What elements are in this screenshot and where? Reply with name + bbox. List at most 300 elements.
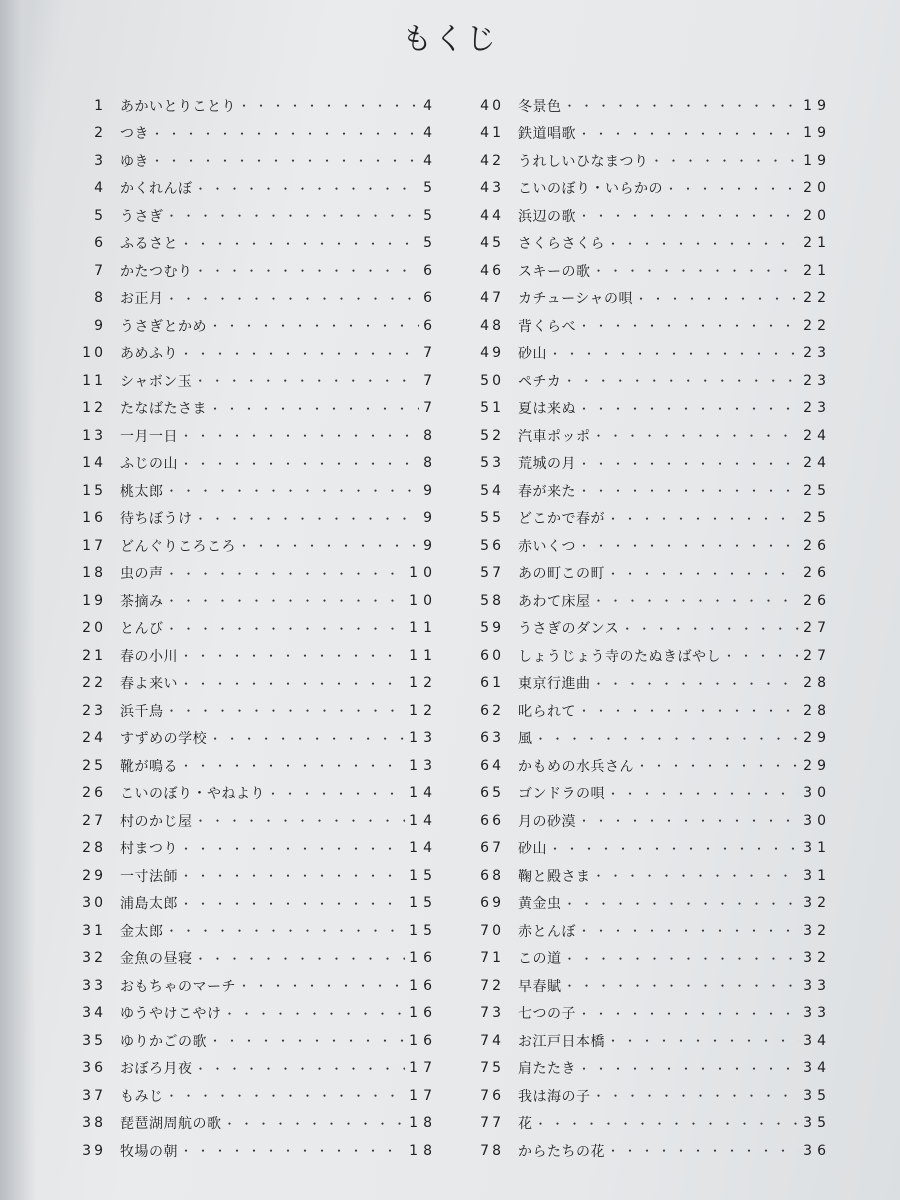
entry-number: 1	[94, 97, 106, 114]
dot-leader	[535, 1115, 800, 1132]
page-number: 30	[803, 812, 831, 829]
toc-entry	[72, 780, 437, 808]
song-title: 靴が鳴る	[120, 758, 178, 775]
entry-number: 27	[82, 812, 106, 829]
toc-entry	[72, 532, 437, 560]
dot-leader	[238, 977, 405, 994]
dot-leader	[166, 207, 420, 224]
song-title: 背くらべ	[518, 318, 576, 335]
toc-entry	[72, 642, 437, 670]
page-number: 34	[803, 1032, 831, 1049]
song-title: あの町この町	[518, 566, 605, 583]
page-number: 27	[803, 647, 831, 664]
dot-leader	[564, 895, 800, 912]
song-title: うさぎのダンス	[518, 621, 620, 638]
toc-entry	[470, 505, 831, 533]
toc-entry	[470, 1027, 831, 1055]
page-number: 33	[803, 977, 831, 994]
dot-leader	[166, 922, 406, 939]
page-number: 12	[409, 675, 437, 692]
toc-entry	[470, 670, 831, 698]
song-title: ふるさと	[120, 236, 178, 253]
dot-leader	[578, 317, 799, 334]
dot-leader	[578, 812, 799, 829]
toc-entry	[72, 587, 437, 615]
entry-number: 17	[82, 537, 106, 554]
song-title: うさぎ	[120, 208, 164, 225]
entry-number: 22	[82, 675, 106, 692]
dot-leader	[166, 482, 420, 499]
dot-leader	[180, 1142, 405, 1159]
song-title: 汽車ポッポ	[518, 428, 591, 445]
song-title: あわて床屋	[518, 593, 591, 610]
page-number: 19	[803, 97, 831, 114]
dot-leader	[607, 1142, 799, 1159]
entry-number: 33	[82, 977, 106, 994]
dot-leader	[180, 895, 405, 912]
page-number: 20	[803, 180, 831, 197]
song-title: ゆりかごの歌	[120, 1033, 207, 1050]
toc-entry	[470, 642, 831, 670]
song-title: この道	[518, 951, 562, 968]
song-title: おぼろ月夜	[120, 1061, 193, 1078]
song-title: 荒城の月	[518, 456, 576, 473]
song-title: ペチカ	[518, 373, 562, 390]
toc-entry	[470, 367, 831, 395]
entry-number: 71	[480, 950, 504, 967]
entry-number: 12	[82, 400, 106, 417]
page-number: 21	[803, 262, 831, 279]
page-number: 16	[409, 1005, 437, 1022]
song-title: かもめの水兵さん	[518, 758, 634, 775]
toc-entry	[72, 1027, 437, 1055]
song-title: 夏は来ぬ	[518, 401, 576, 418]
page-number: 29	[803, 757, 831, 774]
dot-leader	[578, 922, 799, 939]
page-number: 14	[409, 785, 437, 802]
page-number: 32	[803, 895, 831, 912]
entry-number: 5	[94, 207, 106, 224]
song-title: 春が来た	[518, 483, 576, 500]
toc-entry	[72, 807, 437, 835]
entry-number: 26	[82, 785, 106, 802]
entry-number: 35	[82, 1032, 106, 1049]
toc-entry	[470, 257, 831, 285]
page-number: 24	[803, 455, 831, 472]
song-title: カチューシャの唄	[518, 291, 634, 308]
toc-entry	[72, 1082, 437, 1110]
dot-leader	[607, 235, 799, 252]
entry-number: 70	[480, 922, 504, 939]
song-title: かくれんぼ	[120, 181, 193, 198]
song-title: 金太郎	[120, 923, 164, 940]
dot-leader	[195, 1060, 406, 1077]
dot-leader	[593, 262, 800, 279]
toc-entry	[470, 1137, 831, 1165]
song-title: 春よ来い	[120, 676, 178, 693]
entry-number: 50	[480, 372, 504, 389]
toc-entry	[72, 147, 437, 175]
song-title: こいのぼり・いらかの	[518, 181, 663, 198]
entry-number: 56	[480, 537, 504, 554]
song-title: ゴンドラの唄	[518, 786, 605, 803]
page-number: 7	[423, 345, 437, 362]
song-title: かたつむり	[120, 263, 193, 280]
page-number: 22	[803, 290, 831, 307]
page-number: 14	[409, 812, 437, 829]
entry-number: 8	[94, 290, 106, 307]
entry-number: 44	[480, 207, 504, 224]
entry-number: 76	[480, 1087, 504, 1104]
page-number: 32	[803, 922, 831, 939]
toc-entry	[72, 230, 437, 258]
page-number: 4	[423, 125, 437, 142]
song-title: 桃太郎	[120, 483, 164, 500]
dot-leader	[549, 345, 799, 362]
dot-leader	[166, 565, 406, 582]
page-number: 32	[803, 950, 831, 967]
song-title: 金魚の昼寝	[120, 951, 193, 968]
page-number: 26	[803, 565, 831, 582]
dot-leader	[209, 1032, 405, 1049]
page-number: 6	[423, 317, 437, 334]
song-title: 風	[518, 731, 533, 748]
dot-leader	[578, 125, 799, 142]
song-title: 待ちぼうけ	[120, 511, 193, 528]
entry-number: 13	[82, 427, 106, 444]
entry-number: 18	[82, 565, 106, 582]
song-title: 砂山	[518, 841, 547, 858]
page-number: 27	[803, 620, 831, 637]
dot-leader	[195, 812, 406, 829]
song-title: 村のかじ屋	[120, 813, 193, 830]
page-shadow-edge	[0, 0, 36, 1200]
page-number: 9	[423, 537, 437, 554]
page-number: 18	[409, 1142, 437, 1159]
dot-leader	[209, 400, 419, 417]
dot-leader	[621, 620, 799, 637]
page-number: 25	[803, 510, 831, 527]
song-title: お正月	[120, 291, 164, 308]
song-title: 赤とんぼ	[518, 923, 576, 940]
toc-entry	[470, 147, 831, 175]
dot-leader	[578, 400, 799, 417]
dot-leader	[593, 1087, 800, 1104]
entry-number: 6	[94, 235, 106, 252]
page-number: 35	[803, 1115, 831, 1132]
toc-entry	[470, 890, 831, 918]
dot-leader	[578, 207, 799, 224]
page-number: 24	[803, 427, 831, 444]
song-title: 牧場の朝	[120, 1143, 178, 1160]
page-number: 30	[803, 785, 831, 802]
page-number: 5	[423, 180, 437, 197]
song-title: 茶摘み	[120, 593, 164, 610]
entry-number: 47	[480, 290, 504, 307]
entry-number: 59	[480, 620, 504, 637]
entry-number: 23	[82, 702, 106, 719]
page-number: 4	[423, 152, 437, 169]
page-number: 25	[803, 482, 831, 499]
page-number: 16	[409, 977, 437, 994]
page-number: 6	[423, 262, 437, 279]
entry-number: 53	[480, 455, 504, 472]
entry-number: 31	[82, 922, 106, 939]
entry-number: 11	[82, 372, 106, 389]
song-title: 花	[518, 1116, 533, 1133]
entry-number: 2	[94, 125, 106, 142]
dot-leader	[564, 950, 800, 967]
toc-entry	[470, 92, 831, 120]
entry-number: 4	[94, 180, 106, 197]
song-title: 東京行進曲	[518, 676, 591, 693]
toc-entry	[72, 92, 437, 120]
page-number: 19	[803, 152, 831, 169]
dot-leader	[180, 427, 419, 444]
entry-number: 51	[480, 400, 504, 417]
song-title: ゆうやけこやけ	[120, 1006, 222, 1023]
dot-leader	[578, 1060, 799, 1077]
toc-entry	[72, 340, 437, 368]
page-number: 16	[409, 950, 437, 967]
toc-entry	[470, 972, 831, 1000]
page-number: 21	[803, 235, 831, 252]
song-title: たなばたさま	[120, 401, 207, 418]
song-title: ゆき	[120, 153, 149, 170]
entry-number: 55	[480, 510, 504, 527]
song-title: どこかで春が	[518, 511, 605, 528]
entry-number: 30	[82, 895, 106, 912]
song-title: 浦島太郎	[120, 896, 178, 913]
entry-number: 63	[480, 730, 504, 747]
song-title: 一月一日	[120, 428, 178, 445]
page-number: 31	[803, 840, 831, 857]
entry-number: 39	[82, 1142, 106, 1159]
entry-number: 40	[480, 97, 504, 114]
dot-leader	[209, 730, 405, 747]
page-number: 15	[409, 895, 437, 912]
page-number: 19	[803, 125, 831, 142]
dot-leader	[578, 702, 799, 719]
entry-number: 19	[82, 592, 106, 609]
entry-number: 45	[480, 235, 504, 252]
song-title: お江戸日本橋	[518, 1033, 605, 1050]
toc-entry	[470, 862, 831, 890]
dot-leader	[651, 152, 800, 169]
page-number: 8	[423, 455, 437, 472]
page-number: 7	[423, 400, 437, 417]
entry-number: 72	[480, 977, 504, 994]
toc-entry	[470, 697, 831, 725]
toc-entry	[72, 752, 437, 780]
toc-entry	[470, 587, 831, 615]
toc-entry	[470, 1082, 831, 1110]
entry-number: 46	[480, 262, 504, 279]
page-number: 10	[409, 565, 437, 582]
toc-entry	[72, 862, 437, 890]
toc-entry	[72, 725, 437, 753]
page-number: 17	[409, 1060, 437, 1077]
song-title: すずめの学校	[120, 731, 208, 748]
song-title: あかいとりことり	[120, 98, 236, 115]
song-title: 鉄道唱歌	[518, 126, 576, 143]
entry-number: 64	[480, 757, 504, 774]
page-number: 18	[409, 1115, 437, 1132]
song-title: からたちの花	[518, 1143, 605, 1160]
entry-number: 16	[82, 510, 106, 527]
page-number: 35	[803, 1087, 831, 1104]
page-number: 6	[423, 290, 437, 307]
toc-entry	[470, 945, 831, 973]
dot-leader	[593, 867, 800, 884]
dot-leader	[166, 592, 406, 609]
song-title: もみじ	[120, 1088, 164, 1105]
toc-entry	[72, 120, 437, 148]
song-title: 肩たたき	[518, 1061, 576, 1078]
entry-number: 37	[82, 1087, 106, 1104]
toc-entry	[470, 312, 831, 340]
page-number: 5	[423, 207, 437, 224]
dot-leader	[238, 97, 419, 114]
page-number: 16	[409, 1032, 437, 1049]
entry-number: 15	[82, 482, 106, 499]
dot-leader	[665, 180, 799, 197]
page-number: 9	[423, 482, 437, 499]
dot-leader	[635, 290, 799, 307]
entry-number: 78	[480, 1142, 504, 1159]
dot-leader	[180, 675, 405, 692]
page-number: 14	[409, 840, 437, 857]
dot-leader	[195, 950, 406, 967]
entry-number: 68	[480, 867, 504, 884]
entry-number: 20	[82, 620, 106, 637]
toc-entry	[470, 560, 831, 588]
dot-leader	[209, 317, 419, 334]
dot-leader	[578, 537, 799, 554]
dot-leader	[593, 592, 800, 609]
dot-leader	[180, 455, 419, 472]
toc-entry	[72, 1055, 437, 1083]
dot-leader	[607, 785, 799, 802]
toc-entry	[72, 972, 437, 1000]
page-number: 4	[423, 97, 437, 114]
dot-leader	[535, 730, 800, 747]
entry-number: 58	[480, 592, 504, 609]
toc-entry	[470, 202, 831, 230]
toc-entry	[72, 367, 437, 395]
song-title: 冬景色	[518, 98, 562, 115]
toc-entry	[470, 1110, 831, 1138]
song-title: こいのぼり・やねより	[120, 786, 265, 803]
page-number: 20	[803, 207, 831, 224]
page-title: もくじ	[402, 22, 498, 57]
entry-number: 10	[82, 345, 106, 362]
dot-leader	[166, 290, 420, 307]
entry-number: 60	[480, 647, 504, 664]
page-number: 12	[409, 702, 437, 719]
dot-leader	[578, 455, 799, 472]
song-title: スキーの歌	[518, 263, 591, 280]
dot-leader	[578, 1005, 799, 1022]
dot-leader	[593, 427, 800, 444]
entry-number: 3	[94, 152, 106, 169]
page-number: 31	[803, 867, 831, 884]
song-title: 叱られて	[518, 703, 576, 720]
dot-leader	[195, 180, 420, 197]
page-number: 36	[803, 1142, 831, 1159]
entry-number: 61	[480, 675, 504, 692]
entry-number: 74	[480, 1032, 504, 1049]
toc-entry	[470, 780, 831, 808]
dot-leader	[563, 372, 799, 389]
song-title: 早春賦	[518, 978, 562, 995]
song-title: 一寸法師	[120, 868, 178, 885]
entry-number: 42	[480, 152, 504, 169]
toc-entry	[72, 670, 437, 698]
entry-number: 36	[82, 1060, 106, 1077]
dot-leader	[195, 510, 420, 527]
song-title: 虫の声	[120, 566, 164, 583]
entry-number: 29	[82, 867, 106, 884]
toc-entry	[470, 120, 831, 148]
song-title: 浜千鳥	[120, 703, 164, 720]
toc-entry	[470, 1000, 831, 1028]
entry-number: 66	[480, 812, 504, 829]
page-number: 28	[803, 675, 831, 692]
entry-number: 43	[480, 180, 504, 197]
entry-number: 14	[82, 455, 106, 472]
dot-leader	[180, 867, 405, 884]
song-title: ふじの山	[120, 456, 178, 473]
toc-entry	[470, 807, 831, 835]
toc-entry	[470, 615, 831, 643]
dot-leader	[195, 262, 420, 279]
entry-number: 48	[480, 317, 504, 334]
entry-number: 7	[94, 262, 106, 279]
toc-entry	[470, 230, 831, 258]
toc-entry	[470, 835, 831, 863]
entry-number: 49	[480, 345, 504, 362]
entry-number: 73	[480, 1005, 504, 1022]
song-title: つき	[120, 126, 149, 143]
dot-leader	[636, 757, 799, 774]
dot-leader	[224, 1005, 406, 1022]
page-number: 23	[803, 400, 831, 417]
page-number: 7	[423, 372, 437, 389]
song-title: あめふり	[120, 346, 178, 363]
song-title: しょうじょう寺のたぬきばやし	[518, 648, 721, 665]
song-title: シャボン玉	[120, 373, 193, 390]
dot-leader	[564, 97, 800, 114]
dot-leader	[151, 152, 419, 169]
dot-leader	[267, 785, 405, 802]
page-number: 13	[409, 730, 437, 747]
page-number: 17	[409, 1087, 437, 1104]
dot-leader	[224, 1115, 406, 1132]
entry-number: 75	[480, 1060, 504, 1077]
page-number: 26	[803, 592, 831, 609]
toc-entry	[470, 175, 831, 203]
page-number: 15	[409, 922, 437, 939]
dot-leader	[607, 510, 799, 527]
toc-entry	[470, 532, 831, 560]
toc-entry	[72, 917, 437, 945]
toc-entry	[470, 340, 831, 368]
dot-leader	[549, 840, 799, 857]
entry-number: 32	[82, 950, 106, 967]
toc-entry	[72, 477, 437, 505]
toc-entry	[470, 285, 831, 313]
